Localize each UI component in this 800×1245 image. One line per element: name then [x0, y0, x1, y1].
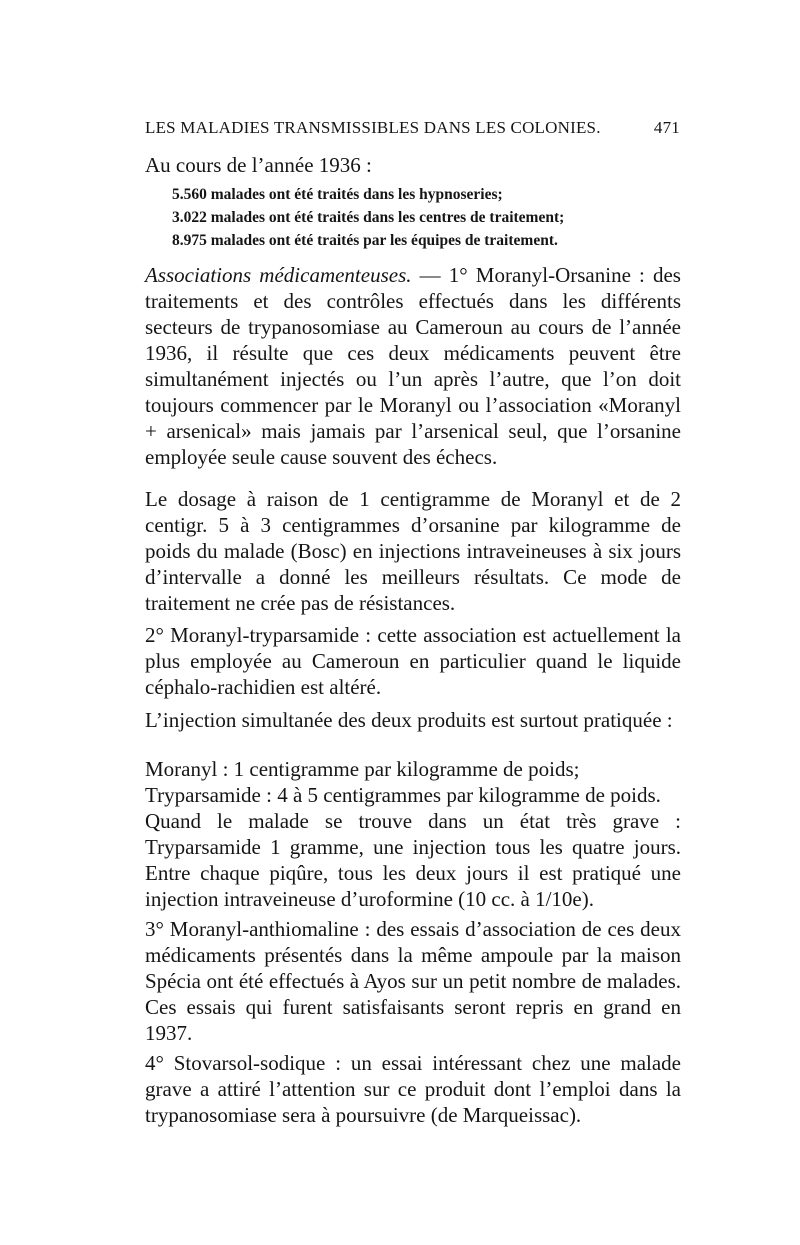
paragraph-injection: L’injection simultanée des deux produits est surtout pratiquée : [145, 708, 673, 732]
stats-list [172, 183, 692, 252]
stats-line: 8.975 malades ont été traités par les équipes de traitement. [172, 232, 558, 249]
paragraph-anthiomaline: 3° Moranyl-anthiomaline : des essais d’association de ces deux médicaments présentés dans la même ampoule par la maison Spécia ont été effectués à Ayos sur un petit nombre de malades. Ces essais qui furent satisfaisants seront repris en grand en 1937. [145, 917, 681, 1045]
page-number: 471 [653, 118, 680, 137]
paragraph-grave-case: Quand le malade se trouve dans un état très grave : Tryparsamide 1 gramme, une injection tous les quatre jours. Entre chaque piqûre, tous les deux jours il est pratiqué une injection intraveineuse d’uroformine (10 cc. à 1/10e). [145, 809, 681, 911]
dose-line-moranyl: Moranyl : 1 centigramme par kilogramme de poids; [145, 757, 580, 781]
stats-line: 3.022 malades ont été traités dans les centres de traitement; [172, 209, 565, 226]
running-header [145, 118, 680, 138]
paragraph-lead: Associations médicamenteuses. [145, 263, 412, 287]
paragraph-dosage: Le dosage à raison de 1 centigramme de Moranyl et de 2 centigr. 5 à 3 centigrammes d’orsanine par kilogramme de poids du malade (Bosc) en injections intraveineuses à six jours d’intervalle a donné les meilleurs résultats. Ce mode de traitement ne crée pas de résistances. [145, 487, 681, 615]
section-heading: Au cours de l’année 1936 : [145, 153, 372, 177]
dose-line-tryparsamide: Tryparsamide : 4 à 5 centigrammes par kilogramme de poids. [145, 783, 661, 807]
paragraph-text: — 1° Moranyl-Orsanine : des traitements et des contrôles effectués dans les différents secteurs de trypanosomiase au Cameroun au cours de l’année 1936, il résulte que ces deux médicaments peuvent être simultanément injectés ou l’un après l’autre, que l’on doit toujours commencer par le Moranyl ou l’association «Moranyl + arsenical» mais jamais par l’arsenical seul, que l’orsanine employée seule cause souvent des échecs. [145, 263, 681, 469]
paragraph-tryparsamide: 2° Moranyl-tryparsamide : cette association est actuellement la plus employée au Cameroun en particulier quand le liquide céphalo-rachidien est altéré. [145, 623, 681, 699]
paragraph-associations [145, 262, 681, 470]
running-title: LES MALADIES TRANSMISSIBLES DANS LES COLONIES. [145, 118, 601, 137]
paragraph-stovarsol: 4° Stovarsol-sodique : un essai intéressant chez une malade grave a attiré l’attention sur ce produit dont l’emploi dans la trypanosomiase sera à poursuivre (de Marqueissac). [145, 1051, 681, 1127]
stats-line: 5.560 malades ont été traités dans les hypnoseries; [172, 186, 503, 203]
